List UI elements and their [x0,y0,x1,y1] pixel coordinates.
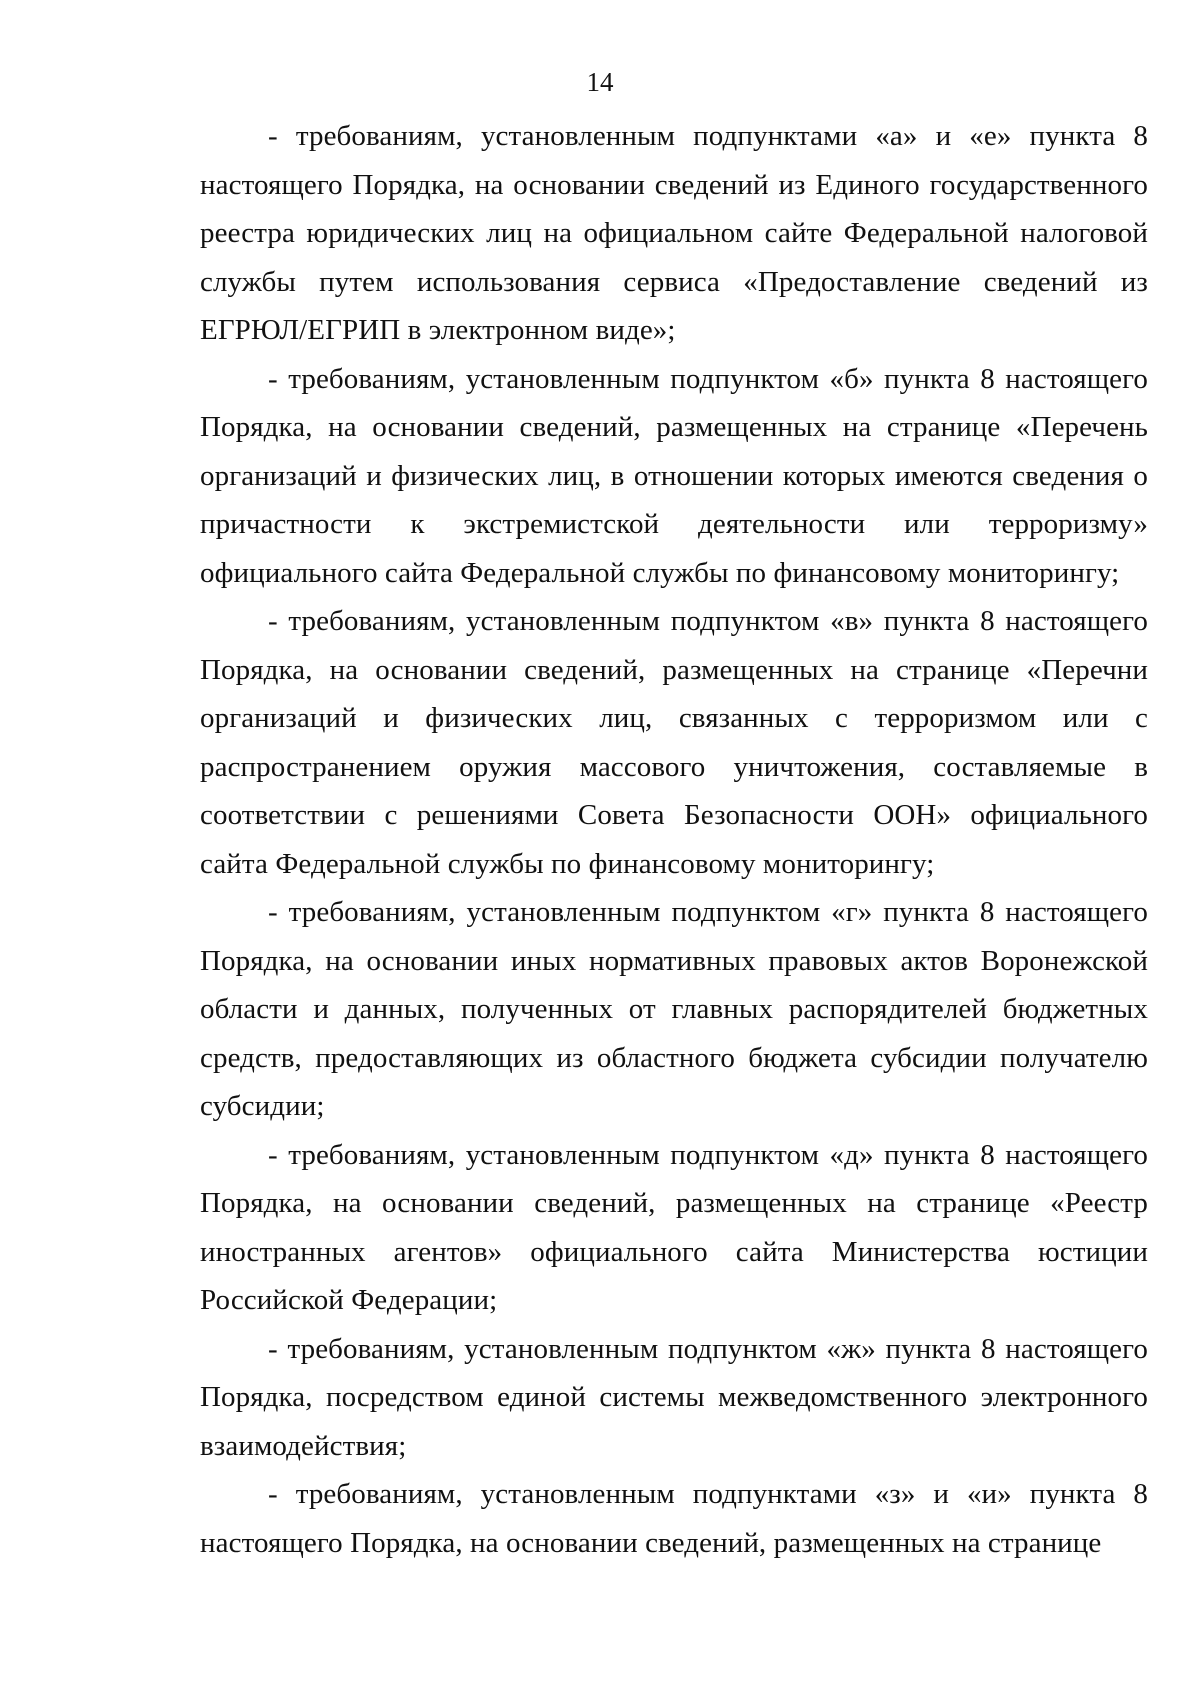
page-number: 14 [586,67,614,97]
paragraph-requirements-d: - требованиям, установленным подпунктом «д» пункта 8 настоящего Порядка, на основании сведений, размещенных на странице «Реестр иностранных агентов» официального сайта Министерства юстиции Российской Федерации; [200,1138,1148,1316]
paragraph-requirements-zh: - требованиям, установленным подпунктом «ж» пункта 8 настоящего Порядка, посредством единой системы межведомственного электронного взаимодействия; [200,1332,1148,1462]
paragraph-requirements-b: - требованиям, установленным подпунктом «б» пункта 8 настоящего Порядка, на основании сведений, размещенных на странице «Перечень организаций и физических лиц, в отношении которых имеются сведения о причастности к экстремистской деятельности или терроризму» официального сайта Федеральной службы по финансовому мониторингу; [200,362,1148,589]
document-body [200,112,1148,1567]
paragraph-requirements-a-e: - требованиям, установленным подпунктами «а» и «е» пункта 8 настоящего Порядка, на основании сведений из Единого государственного реестра юридических лиц на официальном сайте Федеральной налоговой службы путем использования сервиса «Предоставление сведений из ЕГРЮЛ/ЕГРИП в электронном виде»; [200,120,1148,346]
paragraph-requirements-z-i: - требованиям, установленным подпунктами «з» и «и» пункта 8 настоящего Порядка, на основании сведений, размещенных на странице [200,1478,1148,1559]
paragraph-requirements-g: - требованиям, установленным подпунктом «г» пункта 8 настоящего Порядка, на основании иных нормативных правовых актов Воронежской области и данных, полученных от главных распорядителей бюджетных средств, предоставляющих из областного бюджета субсидии получателю субсидии; [200,896,1148,1122]
paragraph-requirements-v: - требованиям, установленным подпунктом «в» пункта 8 настоящего Порядка, на основании сведений, размещенных на странице «Перечни организаций и физических лиц, связанных с терроризмом или с распространением оружия массового уничтожения, составляемые в соответствии с решениями Совета Безопасности ООН» официального сайта Федеральной службы по финансовому мониторингу; [200,605,1148,880]
